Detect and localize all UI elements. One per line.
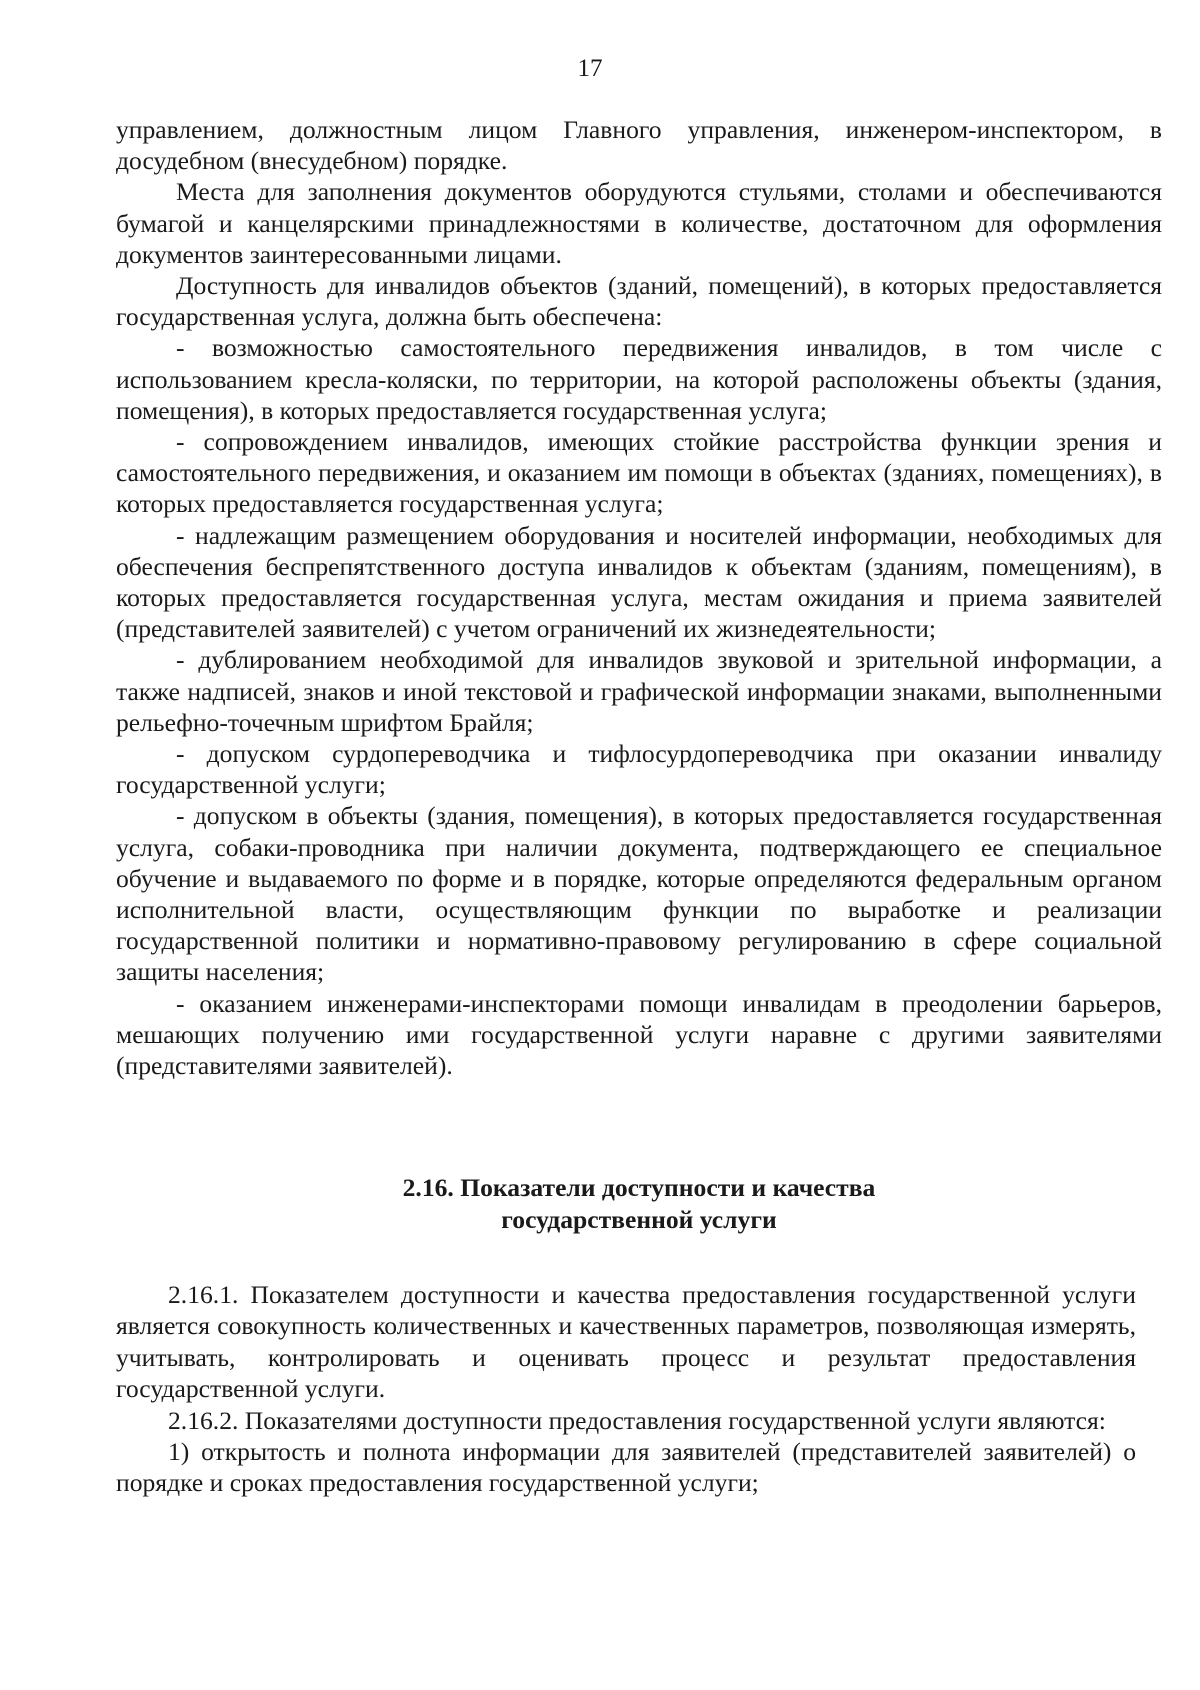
section-heading-line-1: 2.16. Показатели доступности и качества: [402, 1173, 876, 1202]
list-item-escort: - сопровождением инвалидов, имеющих стойкие расстройства функции зрения и самостоятельного передвижения, и оказанием им помощи в объектах (зданиях, помещениях), в которых предоставляется государственная услуга;: [116, 427, 1162, 519]
paragraph-workplaces: Места для заполнения документов оборудуются стульями, столами и обеспечиваются бумагой и канцелярскими принадлежностями в количестве, достаточном для оформления документов заинтересованными лицами.: [116, 177, 1162, 269]
list-item-braille: - дублированием необходимой для инвалидов звуковой и зрительной информации, а также надписей, знаков и иной текстовой и графической информации знаками, выполненными рельефно-точечным шрифтом Брайля;: [116, 645, 1162, 737]
paragraph-accessibility-intro: Доступность для инвалидов объектов (зданий, помещений), в которых предоставляется государственная услуга, должна быть обеспечена:: [116, 271, 1162, 332]
clause-2-16-1: 2.16.1. Показателем доступности и качества предоставления государственной услуги является совокупность количественных и качественных параметров, позволяющая измерять, учитывать, контролировать и оценивать процесс и результат предоставления государственной услуги.: [116, 1280, 1136, 1404]
list-item-equipment: - надлежащим размещением оборудования и носителей информации, необходимых для обеспечения беспрепятственного доступа инвалидов к объектам (зданиям, помещениям), в которых предоставляется государственная услуга, местам ожидания и приема заявителей (представителей заявителей) с учетом ограничений их жизнедеятельности;: [116, 520, 1162, 644]
section-heading-line-2: государственной услуги: [501, 1205, 777, 1234]
list-item-movement: - возможностью самостоятельного передвижения инвалидов, в том числе с использованием кресла-коляски, по территории, на которой расположены объекты (здания, помещения), в которых предоставляется государственная услуга;: [116, 333, 1162, 425]
section-heading: [116, 1172, 1162, 1236]
paragraph-continuation: управлением, должностным лицом Главного управления, инженером-инспектором, в досудебном (внесудебном) порядке.: [116, 115, 1162, 176]
body-text: [116, 114, 1162, 1081]
clause-item-1: 1) открытость и полнота информации для заявителей (представителей заявителей) о порядке и сроках предоставления государственной услуги;: [116, 1437, 1136, 1498]
clause-2-16-2: 2.16.2. Показателями доступности предоставления государственной услуги являются:: [168, 1405, 1106, 1435]
page-number: 17: [577, 55, 603, 82]
list-item-interpreter: - допуском сурдопереводчика и тифлосурдопереводчика при оказании инвалиду государственной услуги;: [116, 739, 1162, 800]
list-item-assistance: - оказанием инженерами-инспекторами помощи инвалидам в преодолении барьеров, мешающих получению ими государственной услуги наравне с другими заявителями (представителями заявителей).: [116, 988, 1162, 1081]
list-item-guide-dog: - допуском в объекты (здания, помещения), в которых предоставляется государственная услуга, собаки-проводника при наличии документа, подтверждающего ее специальное обучение и выдаваемого по форме и в порядке, которые определяются федеральным органом исполнительной власти, осуществляющим функции по выработке и реализации государственной политики и нормативно-правовому регулированию в сфере социальной защиты населения;: [116, 801, 1162, 987]
section-body: [116, 1279, 1136, 1499]
